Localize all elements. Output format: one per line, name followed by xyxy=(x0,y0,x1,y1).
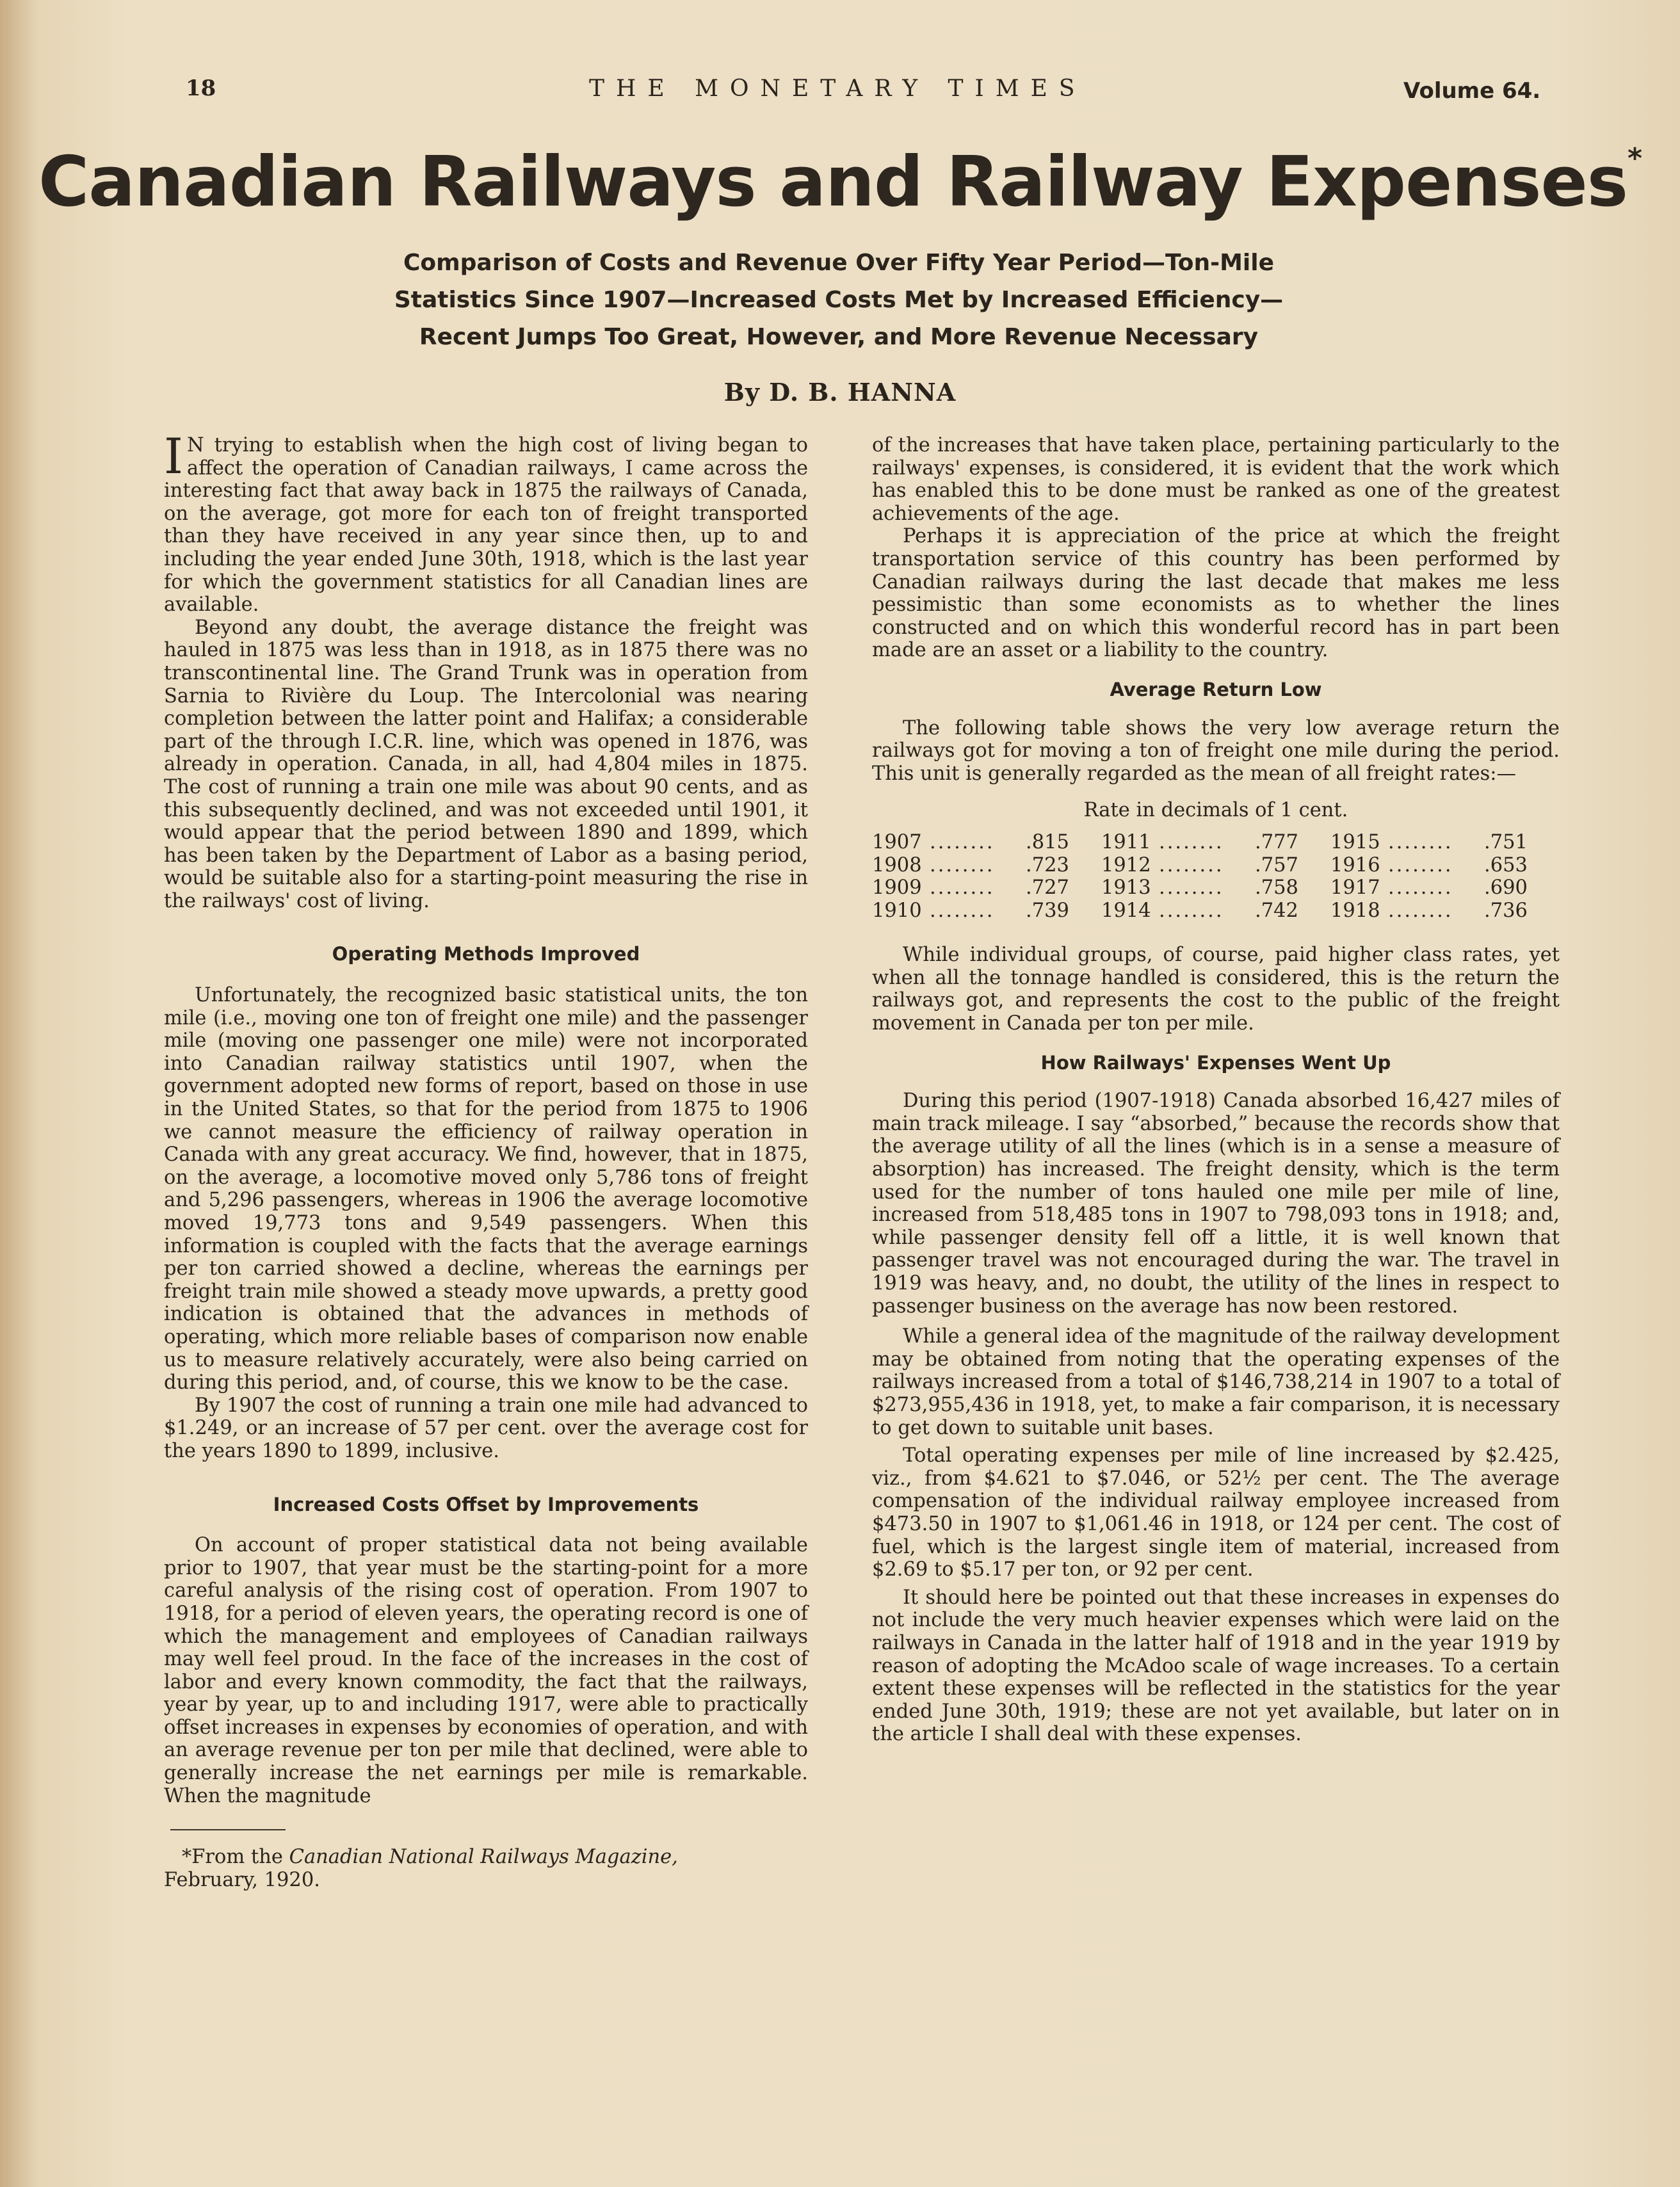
rate-leader: ........ xyxy=(1388,876,1453,900)
rate-year: 1908 xyxy=(872,853,922,876)
section-heading: Average Return Low xyxy=(1110,678,1322,700)
rate-year: 1907 xyxy=(872,830,922,853)
rate-year: 1914 xyxy=(1101,899,1151,922)
paragraph: Beyond any doubt, the average distance the freight was hauled in 1875 was less than in 1918, as in 1875 there was no transcontinental line. The Grand Trunk was in operation from Sarnia to Rivière du Loup. The Intercolonial was nearing completion between the latter point and Halifax; a considerable part of the through I.C.R. line, which was opened in 1876, was already in operation. Canada, in all, had 4,804 miles in 1875. The cost of running a train one mile was about 90 cents, and as this subsequently declined, and was not exceeded until 1901, it would appear that the period between 1890 and 1899, which has been taken by the Department of Labor as a basing period, would be suitable also for a starting-point measuring the rise in the railways' cost of living. xyxy=(164,616,808,912)
rate-leader: ........ xyxy=(1159,899,1224,922)
rate-table xyxy=(872,831,1560,922)
rate-year: 1917 xyxy=(1330,876,1380,900)
rate-leader: ........ xyxy=(930,853,995,876)
paragraph: Total operating expenses per mile of line increased by $2.425, viz., from $4.621 to $7.046, or 52½ per cent. The The average compensation of the individual railway employee increased from $473.50 in 1907 to $1,061.46 in 1918, or 124 per cent. The cost of fuel, which is the largest single item of material, increased from $2.69 to $5.17 per ton, or 92 per cent. xyxy=(872,1444,1560,1581)
rate-year: 1916 xyxy=(1330,853,1380,876)
footnote: *From the Canadian National Railways Magazine, February, 1920. xyxy=(164,1846,678,1891)
subtitle-line: Comparison of Costs and Revenue Over Fifty Year Period—Ton-Mile xyxy=(403,250,1274,276)
paragraph: Unfortunately, the recognized basic statistical units, the ton mile (i.e., moving one ton of freight one mile) and the passenger mile (moving one passenger one mile) were not incorporated into Canadian railway statistics until 1907, when the government adopted new forms of report, based on those in use in the United States, so that for the period from 1875 to 1906 we cannot measure the efficiency of railway operation in Canada with any great accuracy. We find, however, that in 1875, on the average, a locomotive moved only 5,786 tons of freight and 5,296 passengers, whereas in 1906 the average locomotive moved 19,773 tons and 9,549 passengers. When this information is coupled with the facts that the average earnings per ton carried showed a decline, whereas the earnings per freight train mile showed a steady move upwards, a pretty good indication is obtained that the advances in methods of operating, which more reliable bases of comparison now enable us to measure relatively accurately, were also being carried on during this period, and, of course, this we know to be the case. xyxy=(164,984,808,1394)
subtitle-line: Recent Jumps Too Great, However, and More Revenue Necessary xyxy=(419,324,1259,350)
rate-table-caption: Rate in decimals of 1 cent. xyxy=(1083,799,1348,822)
rate-leader: ........ xyxy=(1388,899,1453,922)
footnote-source: Canadian National Railways Magazine, xyxy=(289,1846,678,1869)
rate-year: 1909 xyxy=(872,876,922,900)
paragraph: of the increases that have taken place, pertaining particularly to the railways' expenses, is considered, it is evident that the work which has enabled this to be done must be ranked as one of the greatest achievements of the age. xyxy=(872,434,1560,525)
section-heading: How Railways' Expenses Went Up xyxy=(1040,1051,1391,1074)
paragraph: During this period (1907-1918) Canada absorbed 16,427 miles of main track mileage. I say “absorbed,” because the records show that the average utility of all the lines (which is in a sense a measure of absorption) has increased. The freight density, which is the term used for the number of tons hauled one mile per mile of line, increased from 518,485 tons in 1907 to 798,093 tons in 1918; and, while passenger density fell off a little, it is well known that passenger travel was not encouraged during the war. The travel in 1919 was heavy, and, no doubt, the utility of the lines in respect to passenger business on the average has now been restored. xyxy=(872,1090,1560,1318)
rate-leader: ........ xyxy=(930,876,995,900)
drop-cap: I xyxy=(164,428,184,485)
footnote-divider xyxy=(170,1829,286,1830)
rate-row xyxy=(872,831,1560,854)
rate-leader: ........ xyxy=(1159,830,1224,853)
article-title: Canadian Railways and Railway Expenses* xyxy=(38,142,1642,222)
rate-leader: ........ xyxy=(1159,853,1224,876)
rate-value: .777 xyxy=(1255,830,1298,853)
paragraph: While a general idea of the magnitude of the railway development may be obtained from noting that the operating expenses of the railways increased from a total of $146,738,214 in 1907 to a total of $273,955,436 in 1918, yet, to make a fair comparison, it is necessary to get down to suitable unit bases. xyxy=(872,1325,1560,1439)
rate-leader: ........ xyxy=(1388,853,1453,876)
rate-value: .751 xyxy=(1484,830,1528,853)
running-head xyxy=(0,76,1680,114)
footnote-mark: * xyxy=(1628,142,1642,175)
paragraph: On account of proper statistical data not being available prior to 1907, that year must be the starting-point for a more careful analysis of the rising cost of operation. From 1907 to 1918, for a period of eleven years, the operating record is one of which the management and employees of Canadian railways may well feel proud. In the face of the increases in the cost of labor and every known commodity, the fact that the railways, year by year, up to and including 1917, were able to practically offset increases in expenses by economies of operation, and with an average revenue per ton per mile that declined, were able to generally increase the net earnings per mile is remarkable. When the magnitude xyxy=(164,1534,808,1807)
journal-name: THE MONETARY TIMES xyxy=(589,76,1086,102)
rate-value: .653 xyxy=(1484,853,1528,876)
rate-value: .736 xyxy=(1484,899,1528,922)
article-subtitle xyxy=(359,245,1319,356)
rate-value: .723 xyxy=(1026,853,1069,876)
byline: By D. B. HANNA xyxy=(723,378,957,407)
paragraph: While individual groups, of course, paid higher class rates, yet when all the tonnage handled is considered, this is the return the railways got, and represents the cost to the public of the freight movement in Canada per ton per mile. xyxy=(872,944,1560,1035)
title-block xyxy=(0,142,1680,222)
rate-year: 1912 xyxy=(1101,853,1151,876)
rate-year: 1911 xyxy=(1101,830,1151,853)
rate-row xyxy=(872,854,1560,877)
paragraph: By 1907 the cost of running a train one mile had advanced to $1.249, or an increase of 57 per cent. over the average cost for the years 1890 to 1899, inclusive. xyxy=(164,1394,808,1462)
rate-leader: ........ xyxy=(1159,876,1224,900)
rate-year: 1913 xyxy=(1101,876,1151,900)
right-column xyxy=(872,434,1560,1746)
rate-leader: ........ xyxy=(1388,830,1453,853)
rate-value: .742 xyxy=(1255,899,1298,922)
left-column xyxy=(164,428,808,1891)
section-heading: Increased Costs Offset by Improvements xyxy=(273,1493,699,1515)
rate-row xyxy=(872,900,1560,923)
volume-label: Volume 64. xyxy=(1403,78,1541,104)
section-heading: Operating Methods Improved xyxy=(332,943,640,965)
subtitle-line: Statistics Since 1907—Increased Costs Met by Increased Efficiency— xyxy=(394,287,1284,313)
rate-value: .727 xyxy=(1026,876,1069,900)
rate-year: 1910 xyxy=(872,899,922,922)
rate-leader: ........ xyxy=(930,830,995,853)
rate-value: .690 xyxy=(1484,876,1528,900)
rate-row xyxy=(872,876,1560,900)
paragraph: Perhaps it is appreciation of the price at which the freight transportation service of this country has been performed by Canadian railways during the last decade that makes me less pessimistic than some economists as to whether the lines constructed and on which this wonderful record has in part been made are an asset or a liability to the country. xyxy=(872,525,1560,662)
rate-value: .757 xyxy=(1255,853,1298,876)
paragraph: The following table shows the very low average return the railways got for moving a ton of freight one mile during the period. This unit is generally regarded as the mean of all freight rates:— xyxy=(872,716,1560,785)
rate-value: .815 xyxy=(1026,830,1069,853)
rate-leader: ........ xyxy=(930,899,995,922)
rate-year: 1915 xyxy=(1330,830,1380,853)
rate-value: .758 xyxy=(1255,876,1298,900)
paragraph: It should here be pointed out that these increases in expenses do not include the very much heavier expenses which were laid on the railways in Canada in the latter half of 1918 and in the year 1919 by reason of adopting the McAdoo scale of wage increases. To a certain extent these expenses will be reflected in the statistics for the year ended June 30th, 1919; these are not yet available, but later on in the article I shall deal with these expenses. xyxy=(872,1586,1560,1746)
paragraph: I N trying to establish when the high cost of living began to affect the operation of Canadian railways, I came across the interesting fact that away back in 1875 the railways of Canada, on the average, got more for each ton of freight transported than they have received in any year since then, up to and including the year ended June 30th, 1918, which is the last year for which the government statistics for all Canadian lines are available. xyxy=(164,428,808,617)
rate-value: .739 xyxy=(1026,899,1069,922)
rate-year: 1918 xyxy=(1330,899,1380,922)
page-number: 18 xyxy=(186,76,216,101)
